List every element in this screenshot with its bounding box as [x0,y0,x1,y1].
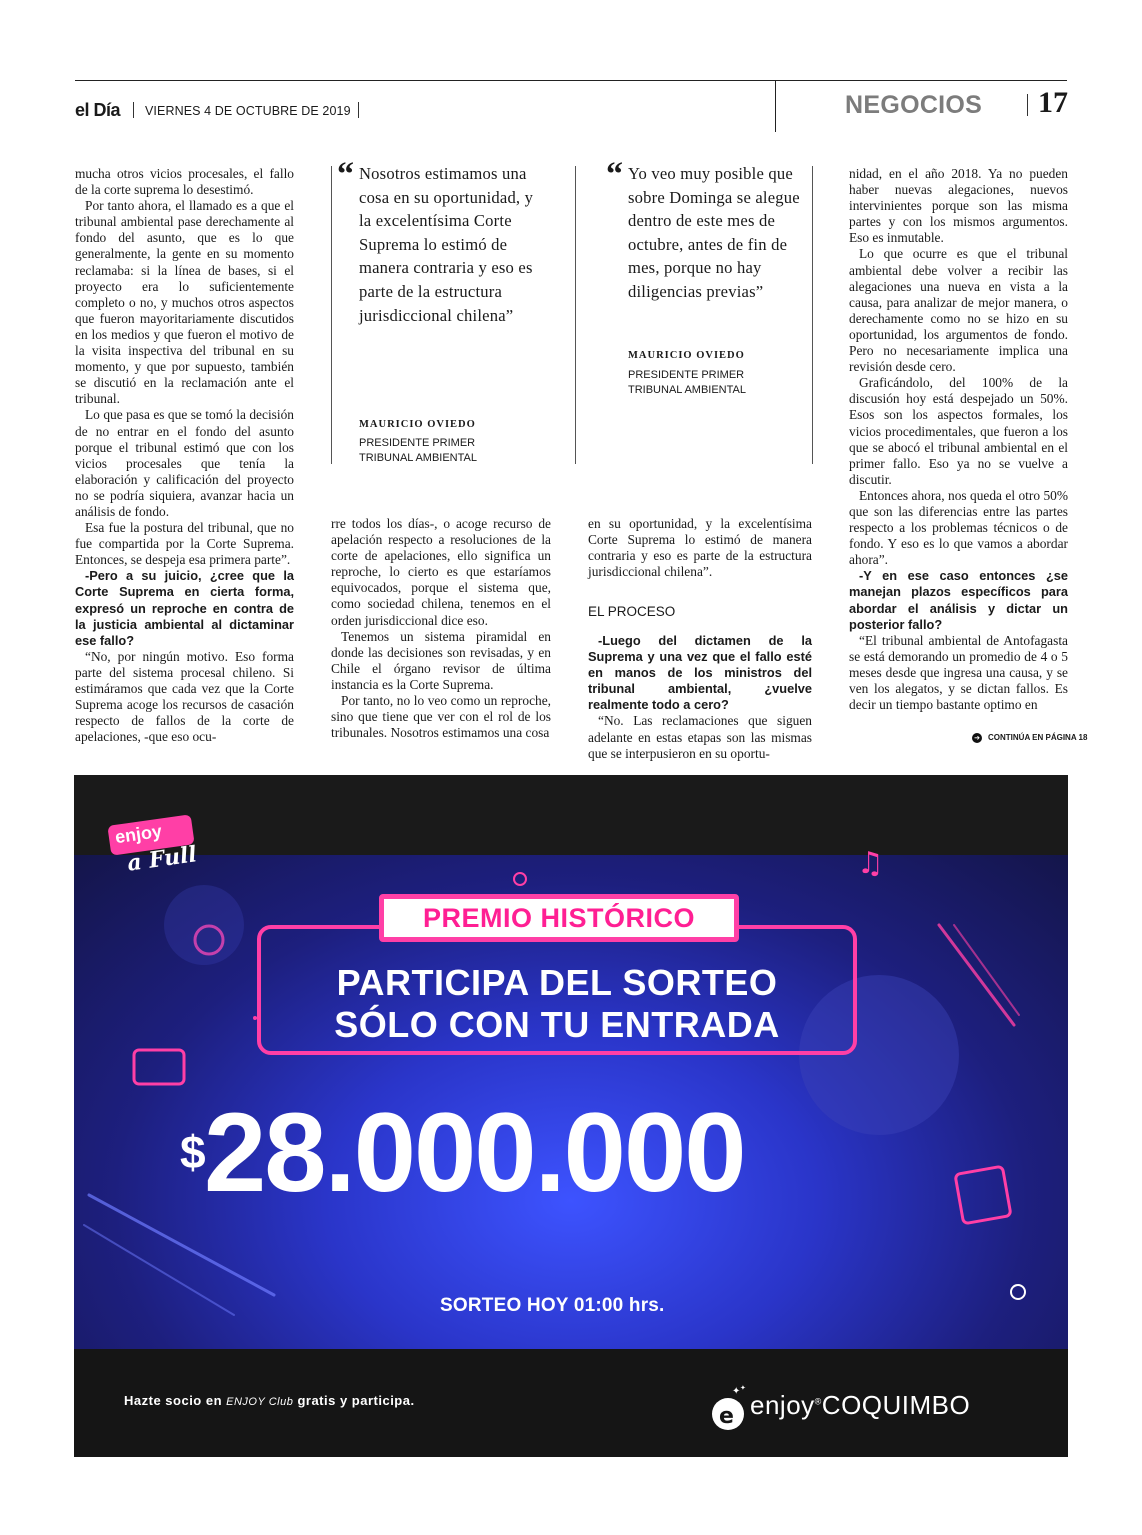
interview-question: -Y en ese caso entonces ¿se manejan plazos específicos para abordar el análisis y dictar un posterior fallo? [849,568,1068,632]
pullquote-role: PRESIDENTE PRIMER TRIBUNAL AMBIENTAL [359,437,477,464]
ad-draw-time: SORTEO HOY 01:00 hrs. [440,1295,665,1316]
badge-text: enjoy [113,820,164,848]
section-subhead: EL PROCESO [588,604,676,619]
logo-wordmark: enjoy®COQUIMBO [750,1390,971,1420]
svg-text:✦: ✦ [740,1384,746,1392]
pullquote-1 [337,156,534,327]
ad-decoration [74,775,1068,1349]
svg-text:♫: ♫ [857,846,884,881]
cta-prefix: Hazte socio en [124,1393,223,1408]
article-column-3 [588,516,812,580]
section-divider [775,80,776,132]
article-paragraph: nidad, en el año 2018. Ya no pueden haber nuevas alegaciones, nuevos intervinientes porque son las misma partes y con los mismos argumentos. Eso es inmutable. [849,166,1068,246]
article-column-4 [849,166,1068,713]
ad-headline-line-2: SÓLO CON TU ENTRADA [334,1004,780,1045]
article-paragraph: “El tribunal ambiental de Antofagasta se está demorando un promedio de 4 o 5 meses desde que ingresa una causa, y se ven los alegatos, y se dictan fallos. Es decir un tiempo bastante optimo en [849,632,1068,713]
pullquote-text: Yo veo muy posible que sobre Dominga se alegue dentro de este mes de octubre, antes de fin de mes, porque no hay diligencias previas” [628,164,800,301]
header-divider [358,102,359,118]
article-paragraph: Por tanto, no lo veo como un reproche, sino que tiene que ver con el rol de los tribunales. Nosotros estimamos una cosa [331,693,551,741]
cta-suffix: gratis y participa. [297,1393,415,1408]
article-paragraph: Esa fue la postura del tribunal, que no fue compartida por la Corte Suprema. Entonces, se despeja esa primera parte”. [75,520,294,568]
article-paragraph: “No. Las reclamaciones que siguen adelante en estas etapas son las mismas que se interpusieron en su oportu- [588,713,812,761]
issue-date: VIERNES 4 DE OCTUBRE DE 2019 [145,104,351,118]
badge-subtext: a Full [125,841,199,877]
enjoy-a-full-badge [109,820,209,880]
interview-question: -Pero a su juicio, ¿cree que la Corte Suprema en cierta forma, expresó un reproche en contra de la justicia ambiental al dictaminar ese fallo? [75,568,294,648]
article-paragraph: Lo que pasa es que se tomó la decisión de no entrar en el fondo del asunto porque el tribunal estimó que con los vicios procesales que tenía la elaboración y calificación del proyecto no se podría siquiera, avanzar hacia un análisis de fondo. [75,407,294,519]
ad-prize-amount: 28.000.000 [204,1090,745,1215]
section-title: NEGOCIOS [845,91,983,119]
prize-pill-label: PREMIO HISTÓRICO [422,903,695,933]
svg-text:e: e [719,1404,734,1429]
article-column-1 [75,166,294,745]
ad-call-to-action [124,1393,415,1408]
enjoy-club-logo: ENJOY Club [226,1396,294,1408]
pullquote-rule [812,166,813,464]
pullquote-role: PRESIDENTE PRIMER TRIBUNAL AMBIENTAL [628,369,746,396]
article-paragraph: Por tanto ahora, el llamado es a que el tribunal ambiental pase derechamente al fondo del asunto, que es lo que generalmente, la gente en su momento reclamaba: si la línea de bases, si el proyecto era lo suficientemente completo o no, y muchos otros aspectos que fueron mayoritariamente discutidos en los medios y que fueron el motivo de la visita inspectiva del tribunal en su momento, y que por supuesto, también se discutió en la reclamación ante el tribunal. [75,198,294,407]
interview-question: -Luego del dictamen de la Suprema y una vez que el fallo esté en manos de los ministros del tribunal ambiental, ¿vuelve realmente todo a cero? [588,633,812,713]
article-paragraph: Graficándolo, del 100% de la discusión hoy está despejado un 50%. Esos son los aspectos formales, los vicios procedimentales, que fueron a los que se abocó el tribunal ambiental en el primer fallo. Eso ya no se vuelve a discutir. [849,375,1068,487]
ad-currency: $ [180,1126,206,1178]
pullquote-author: MAURICIO OVIEDO [359,419,476,430]
continues-link[interactable]: CONTINÚA EN PÁGINA 18 [988,733,1088,742]
enjoy-coquimbo-logo [710,1370,1010,1440]
ad-prize-pill [379,894,739,942]
svg-text:✦: ✦ [732,1386,741,1397]
article-paragraph: Lo que ocurre es que el tribunal ambiental debe volver a recibir las alegaciones una nueva en vista a la causa, para analizar de mejor manera, o derechamente como no se hizo en su oportunidad, los argumentos de fondo. Pero no necesariamente implica una revisión desde cero. [849,246,1068,375]
pullquote-rule [331,166,332,464]
article-paragraph: rre todos los días-, o acoge recurso de apelación respecto a resoluciones de la corte de apelaciones, ello significa un reproche, lo cierto es que estaríamos equivocados, porque el sistema que, como sociedad chilena, tenemos en el orden jurisdiccional dice eso. [331,516,551,628]
ad-headline-line-1: PARTICIPA DEL SORTEO [336,962,778,1003]
pullquote-rule [575,166,576,464]
header-rule [75,80,1067,81]
article-paragraph: en su oportunidad, y la excelentísima Corte Suprema lo estimó de manera contraria y eso es parte de la estructura jurisdiccional chilena”. [588,516,812,580]
article-paragraph: “No, por ningún motivo. Eso forma parte del sistema procesal chileno. Si estimáramos que cada vez que la Corte Suprema acoge los recursos de casación respecto de fallos de la corte de apelaciones, -que eso ocu- [75,648,294,745]
header-divider [133,102,134,118]
arrow-right-icon: ➔ [972,733,982,743]
logo-brand: enjoy [750,1390,815,1420]
article-paragraph: Entonces ahora, nos queda el otro 50% que son las diferencias entre las partes respecto a los problemas técnicos o de fondo. Y eso es lo que vamos a abordar ahora”. [849,487,1068,568]
quote-mark-icon: “ [337,156,355,193]
article-column-3b [588,633,812,762]
pullquote-2 [606,156,803,304]
article-column-2 [331,516,551,741]
logo-location: COQUIMBO [821,1390,971,1420]
enjoy-star-icon [710,1382,750,1432]
advertisement[interactable] [74,775,1068,1457]
pullquote-text: Nosotros estimamos una cosa en su oportunidad, y la excelentísima Corte Suprema lo estimó de manera contraria y eso es parte de la estructura jurisdiccional chilena” [359,164,534,325]
newspaper-brand: el Día [75,100,121,120]
page-header [75,80,1067,132]
header-divider [1027,94,1028,116]
pullquote-author: MAURICIO OVIEDO [628,350,745,361]
quote-mark-icon: “ [606,156,624,193]
page-number: 17 [1038,86,1068,119]
article-paragraph: mucha otros vicios procesales, el fallo de la corte suprema lo desestimó. [75,166,294,198]
article-paragraph: Tenemos un sistema piramidal en donde las decisiones son revisadas, y en Chile el órgano revisor de última instancia es la Corte Suprema. [331,628,551,692]
